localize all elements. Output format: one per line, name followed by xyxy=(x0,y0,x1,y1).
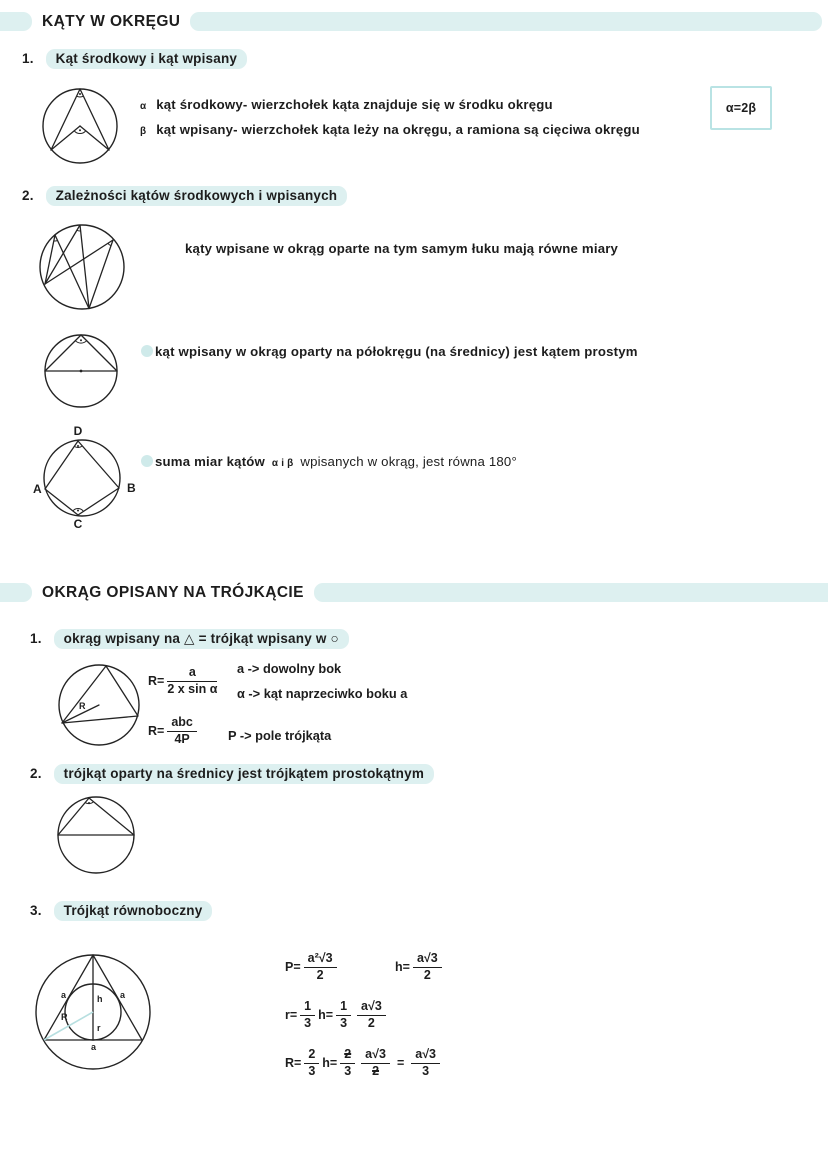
item-1-1 xyxy=(22,51,247,66)
denominator: 3 xyxy=(422,1063,430,1078)
fraction xyxy=(336,1000,351,1031)
label-R: R xyxy=(79,701,86,711)
teal-bullet xyxy=(141,455,153,467)
section-header-katy-w-okregu xyxy=(0,12,828,31)
label-a-right: a xyxy=(120,990,126,1000)
fraction xyxy=(340,1048,355,1079)
fact3-symbols: α i β xyxy=(271,458,294,469)
header-left-bar xyxy=(0,583,32,602)
item-number: 1. xyxy=(22,51,34,66)
label-B: B xyxy=(127,481,136,495)
fraction xyxy=(167,716,197,747)
diagram-equilateral-triangle xyxy=(33,946,153,1076)
note-kat-naprzeciwko: α -> kąt naprzeciwko boku a xyxy=(237,686,408,701)
beta-symbol: β xyxy=(140,126,147,137)
fraction xyxy=(304,952,337,983)
denominator: 2 x sin α xyxy=(167,681,218,696)
numerator: 1 xyxy=(300,1000,315,1016)
fraction xyxy=(357,1000,386,1031)
section-title: OKRĄG OPISANY NA TRÓJKĄCIE xyxy=(42,583,304,601)
item-title: Trójkąt równoboczny xyxy=(54,901,213,921)
label-a-left: a xyxy=(61,990,67,1000)
fact-equal-angles: kąty wpisane w okrąg oparte na tym samym łuku mają równe miary xyxy=(185,241,619,256)
fact3-post: wpisanych w okrąg, jest równa 180° xyxy=(300,454,517,469)
numerator: 2 xyxy=(304,1048,319,1064)
label-r: r xyxy=(97,1023,101,1033)
definition-central-angle xyxy=(140,97,553,112)
diagram-right-triangle-diameter xyxy=(55,792,137,878)
numerator-cancelled: 2 xyxy=(340,1048,355,1064)
title-regular: trójkąt oparty na średnicy jest xyxy=(63,766,266,781)
item-number: 3. xyxy=(30,903,42,918)
formula-mid: h= xyxy=(318,1008,334,1023)
denominator: 2 xyxy=(423,967,431,982)
formula-lhs: R= xyxy=(285,1056,302,1071)
formula-lhs: P= xyxy=(285,960,301,975)
term-kat-wpisany: kąt wpisany- xyxy=(156,122,238,137)
note-dowolny-bok: a -> dowolny bok xyxy=(237,661,342,676)
formula-h xyxy=(395,952,445,983)
item-title: okrąg wpisany na △ = trójkąt wpisany w ○ xyxy=(54,629,349,649)
denominator-cancelled: 2 xyxy=(372,1063,380,1078)
formula-lhs: r= xyxy=(285,1008,298,1023)
formula-R-sin xyxy=(148,666,220,697)
numerator: a√3 xyxy=(413,952,442,968)
denominator: 2 xyxy=(316,967,324,982)
item-2-1 xyxy=(30,631,349,647)
diagram-thales-semicircle xyxy=(42,330,120,412)
diagram-cyclic-quadrilateral xyxy=(24,424,142,530)
diagram-central-inscribed-angle xyxy=(40,84,120,168)
formula-P xyxy=(285,952,340,983)
title-bold: trójkątem prostokątnym xyxy=(265,766,425,781)
term-kat-srodkowy: kąt środkowy- xyxy=(156,97,248,112)
fraction xyxy=(167,666,217,697)
numerator: a√3 xyxy=(357,1000,386,1016)
label-h: h xyxy=(97,994,103,1004)
formula-R-abc xyxy=(148,716,200,747)
fraction xyxy=(411,1048,440,1079)
header-right-bar xyxy=(190,12,822,31)
item-2-3 xyxy=(30,903,212,918)
equals-sign: = xyxy=(396,1056,405,1071)
denominator: 3 xyxy=(304,1015,312,1030)
fact3-pre: suma miar kątów xyxy=(155,454,266,469)
section-header-okrag-opisany xyxy=(0,583,828,602)
header-right-bar xyxy=(314,583,828,602)
fraction xyxy=(413,952,442,983)
numerator: abc xyxy=(167,716,197,732)
fact-opposite-angles-180 xyxy=(155,454,517,469)
definition-inscribed-angle xyxy=(140,122,640,137)
denominator: 3 xyxy=(340,1015,348,1030)
definition-text: wierzchołek kąta leży na okręgu, a ramiona są cięciwa okręgu xyxy=(237,122,640,137)
alpha-symbol: α xyxy=(140,101,147,112)
item-2-2 xyxy=(30,766,434,781)
item-1-2 xyxy=(22,188,347,203)
fraction xyxy=(304,1048,319,1079)
item-number: 2. xyxy=(30,766,42,781)
note-pole-trojkata: P -> pole trójkąta xyxy=(228,728,332,743)
fraction xyxy=(361,1048,390,1079)
item-number: 2. xyxy=(22,188,34,203)
definition-text: wierzchołek kąta znajduje się w środku okręgu xyxy=(247,97,553,112)
numerator: 1 xyxy=(336,1000,351,1016)
fraction xyxy=(300,1000,315,1031)
diagram-circumscribed-triangle xyxy=(55,656,143,754)
formula-lhs: h= xyxy=(395,960,410,975)
formula-r xyxy=(285,1000,389,1031)
numerator: a√3 xyxy=(361,1048,390,1064)
formula-mid: h= xyxy=(322,1056,338,1071)
teal-bullet xyxy=(141,345,153,357)
denominator: 4P xyxy=(174,731,190,746)
diagram-equal-inscribed-angles xyxy=(36,220,128,314)
formula-lhs: R= xyxy=(148,724,165,739)
label-R: R xyxy=(61,1012,68,1022)
fact-right-angle: kąt wpisany w okrąg oparty na półokręgu (na średnicy) jest kątem prostym xyxy=(155,344,638,359)
item-title xyxy=(54,764,434,784)
header-left-bar xyxy=(0,12,32,31)
numerator: a²√3 xyxy=(304,952,337,968)
formula-R-equilateral xyxy=(285,1048,443,1079)
formula-lhs: R= xyxy=(148,674,165,689)
item-number: 1. xyxy=(30,631,42,646)
label-C: C xyxy=(73,517,83,530)
item-title: Zależności kątów środkowych i wpisanych xyxy=(46,186,348,206)
numerator: a√3 xyxy=(411,1048,440,1064)
denominator: 3 xyxy=(344,1063,352,1078)
section-title: KĄTY W OKRĘGU xyxy=(42,12,181,30)
denominator: 2 xyxy=(367,1015,375,1030)
formula-box-alpha-2beta xyxy=(710,86,772,130)
label-A: A xyxy=(33,482,42,496)
item-title: Kąt środkowy i kąt wpisany xyxy=(46,49,248,69)
formula-alpha-2beta: α=2β xyxy=(725,101,757,115)
label-D: D xyxy=(73,424,83,438)
numerator: a xyxy=(167,666,217,682)
denominator: 3 xyxy=(308,1063,316,1078)
label-a-bottom: a xyxy=(91,1042,97,1052)
